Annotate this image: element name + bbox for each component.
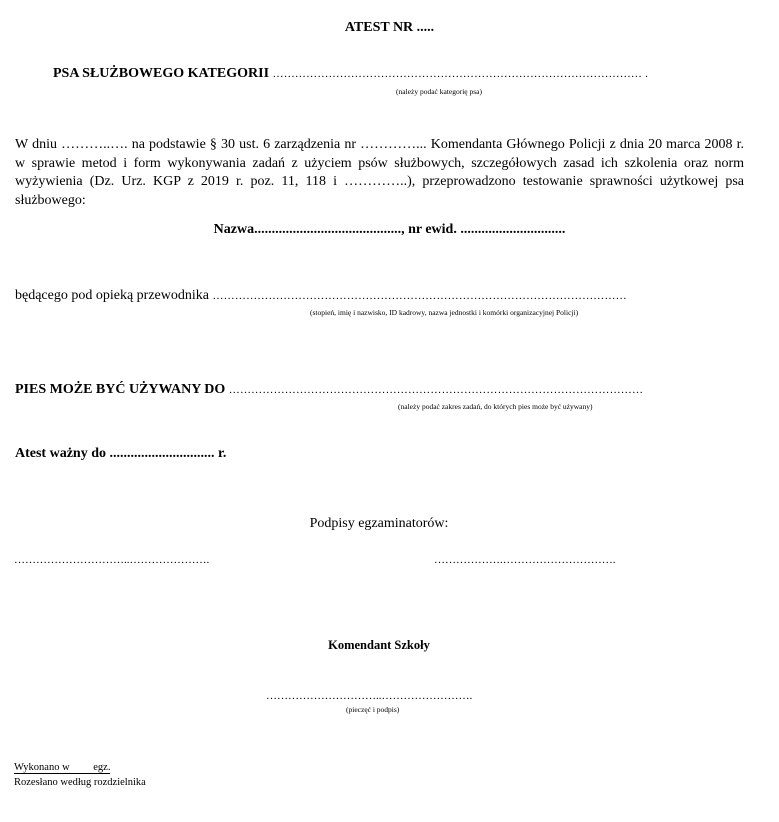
main-paragraph: W dniu ………..…. na podstawie § 30 ust. 6 zarządzenia nr …………... Komendanta Głównego Policji z dnia 20 marca 2008 r. w sprawie metod i form wykonywania zadań z użyciem psów służbowych, szczegółowych zasad ich szkolenia oraz norm wyżywienia (Dz. Urz. KGP z 2019 r. poz. 11, 118 i …………..), przeprowadzono testowanie sprawności użytkowej psa służbowego: bbox=[15, 137, 744, 208]
distribution-note: Rozesłano według rozdzielnika bbox=[14, 777, 146, 788]
usage-label: PIES MOŻE BYĆ UŻYWANY DO bbox=[15, 382, 226, 397]
category-label: PSA SŁUŻBOWEGO KATEGORII bbox=[53, 66, 270, 81]
handler-hint: (stopień, imię i nazwisko, ID kadrowy, nazwa jednostki i komórki organizacyjnej Policji) bbox=[310, 308, 579, 317]
commandant-signature-line: …………………………..……………………. bbox=[266, 690, 473, 702]
signature-line-right: ……………….…………………………. bbox=[434, 554, 616, 566]
handler-line bbox=[15, 288, 627, 304]
handler-dots: ………………………………………………………………………………………………… bbox=[212, 290, 627, 302]
document-title: ATEST NR ..... bbox=[344, 20, 435, 35]
commandant-hint: (pieczęć i podpis) bbox=[346, 705, 400, 714]
category-line bbox=[53, 66, 648, 82]
category-hint: (należy podać kategorię psa) bbox=[396, 87, 482, 96]
copies-note: Wykonano w egz. bbox=[14, 762, 111, 773]
usage-hint: (należy podać zakres zadań, do których pies może być używany) bbox=[398, 402, 593, 411]
signatures-label: Podpisy egzaminatorów: bbox=[309, 516, 449, 531]
handler-label: będącego pod opieką przewodnika bbox=[15, 288, 209, 303]
signature-line-left: …………………………..…………………. bbox=[14, 554, 210, 566]
dog-name-line: Nazwa.........................................., nr ewid. .............................. bbox=[213, 222, 566, 237]
usage-line bbox=[15, 382, 643, 398]
category-dots: ……………………………………………………………………………………… . bbox=[272, 68, 649, 80]
valid-until-line: Atest ważny do .............................. r. bbox=[15, 446, 227, 461]
commandant-label: Komendant Szkoły bbox=[328, 638, 430, 652]
usage-dots: ………………………………………………………………………………………………… bbox=[228, 384, 644, 396]
